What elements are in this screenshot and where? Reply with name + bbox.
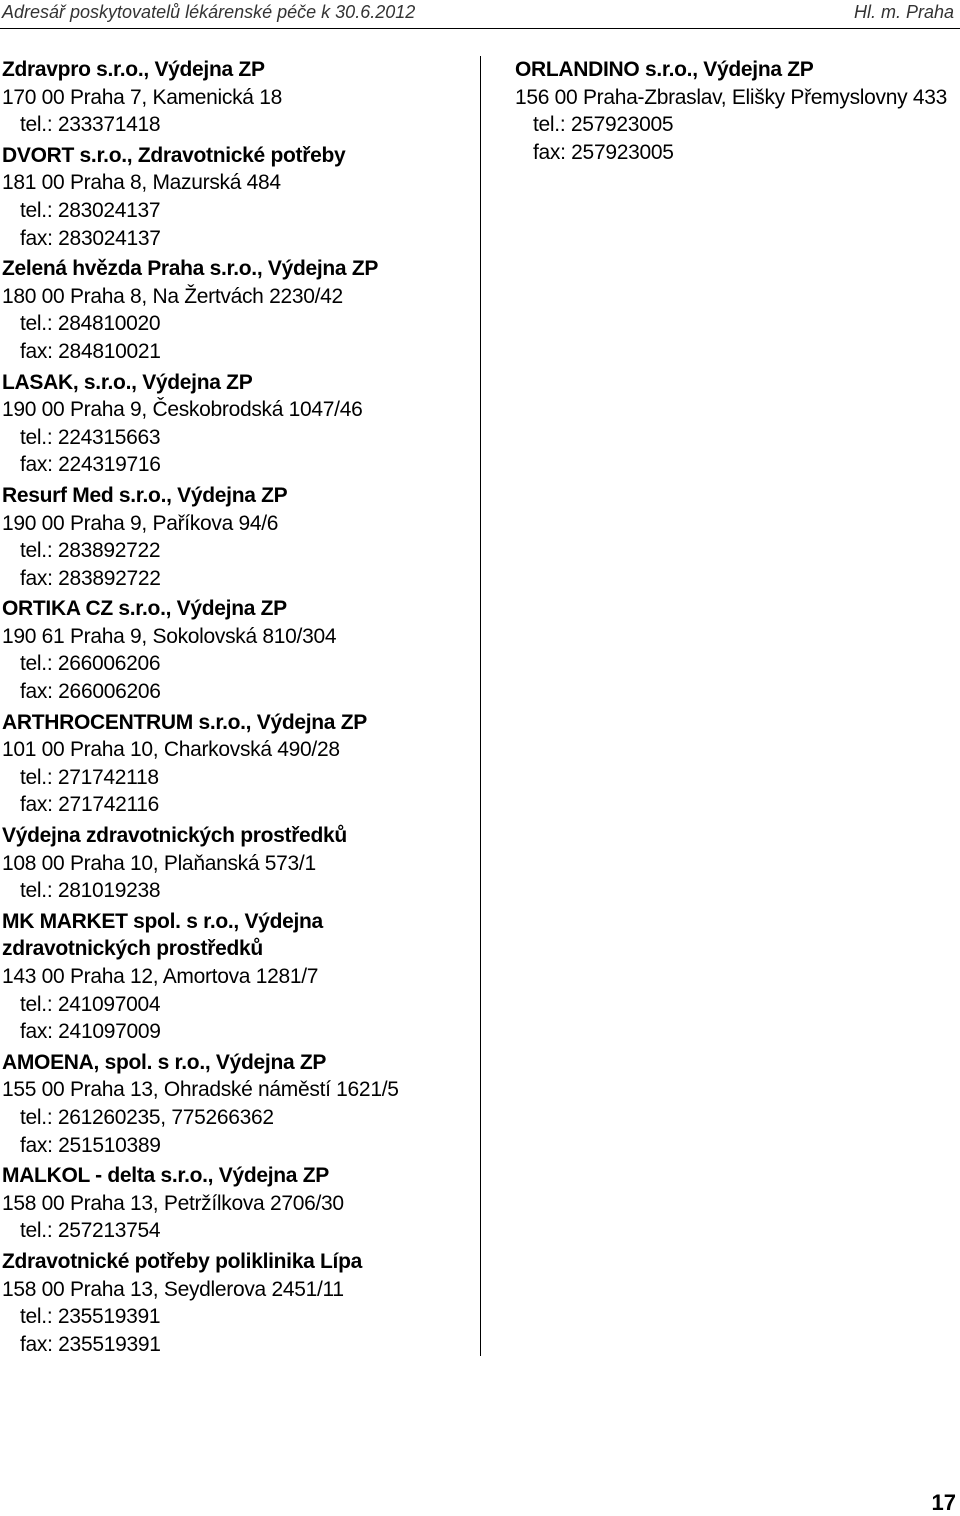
provider-detail-line: fax: 284810021	[20, 339, 161, 363]
provider-detail-line: 156 00 Praha-Zbraslav, Elišky Přemyslovny 433	[515, 85, 947, 109]
provider-detail-line: tel.: 271742118	[20, 765, 159, 789]
provider-detail-line: tel.: 284810020	[20, 312, 161, 336]
provider-name: MK MARKET spol. s r.o., Výdejna zdravotnických prostředků	[2, 909, 323, 961]
provider-detail-line: fax: 224319716	[20, 453, 161, 477]
left-column	[2, 56, 472, 1361]
provider-entry	[2, 1162, 472, 1245]
provider-detail-line: fax: 283024137	[20, 226, 161, 250]
provider-detail-line: 101 00 Praha 10, Charkovská 490/28	[2, 738, 340, 762]
provider-entry	[2, 1049, 472, 1159]
provider-detail-line: fax: 266006206	[20, 680, 161, 704]
provider-entry	[2, 56, 472, 139]
provider-detail-line: tel.: 235519391	[20, 1305, 161, 1329]
provider-detail-line: tel.: 233371418	[20, 113, 161, 137]
provider-entry	[2, 709, 472, 819]
provider-detail-line: fax: 241097009	[20, 1020, 161, 1044]
provider-detail-line: 155 00 Praha 13, Ohradské náměstí 1621/5	[2, 1078, 399, 1102]
provider-detail-line: 180 00 Praha 8, Na Žertvách 2230/42	[2, 284, 343, 308]
provider-entry	[2, 482, 472, 592]
provider-name: AMOENA, spol. s r.o., Výdejna ZP	[2, 1050, 327, 1074]
provider-entry	[2, 255, 472, 365]
provider-name: ORLANDINO s.r.o., Výdejna ZP	[515, 58, 814, 81]
provider-detail-line: 170 00 Praha 7, Kamenická 18	[2, 85, 282, 109]
provider-detail-line: 158 00 Praha 13, Petržílkova 2706/30	[2, 1191, 344, 1215]
provider-detail-line: 181 00 Praha 8, Mazurská 484	[2, 171, 281, 195]
provider-entry	[2, 1248, 472, 1358]
provider-name: DVORT s.r.o., Zdravotnické potřeby	[2, 143, 346, 167]
provider-detail-line: 108 00 Praha 10, Plaňanská 573/1	[2, 851, 316, 875]
provider-name: Zelená hvězda Praha s.r.o., Výdejna ZP	[2, 257, 379, 281]
provider-detail-line: 190 00 Praha 9, Paříkova 94/6	[2, 511, 279, 535]
provider-name: MALKOL - delta s.r.o., Výdejna ZP	[2, 1164, 329, 1188]
provider-entry	[2, 822, 472, 905]
page-header	[0, 0, 960, 29]
provider-detail-line: fax: 257923005	[533, 140, 674, 164]
provider-entry	[515, 56, 955, 166]
provider-name: Výdejna zdravotnických prostředků	[2, 824, 347, 848]
provider-entry	[2, 908, 472, 1046]
provider-detail-line: tel.: 257923005	[533, 113, 674, 137]
provider-detail-line: tel.: 283024137	[20, 198, 161, 222]
provider-detail-line: fax: 235519391	[20, 1332, 161, 1356]
provider-detail-line: 143 00 Praha 12, Amortova 1281/7	[2, 965, 319, 988]
provider-detail-line: tel.: 241097004	[20, 992, 161, 1016]
provider-name: ORTIKA CZ s.r.o., Výdejna ZP	[2, 597, 287, 621]
provider-detail-line: tel.: 261260235, 775266362	[20, 1105, 274, 1129]
provider-entry	[2, 369, 472, 479]
provider-detail-line: tel.: 283892722	[20, 539, 161, 563]
provider-name: Zdravotnické potřeby poliklinika Lípa	[2, 1249, 362, 1273]
provider-name: Zdravpro s.r.o., Výdejna ZP	[2, 58, 265, 81]
page-number: 17	[931, 1490, 956, 1515]
provider-detail-line: tel.: 224315663	[20, 425, 161, 449]
right-column	[515, 56, 955, 169]
provider-detail-line: tel.: 281019238	[20, 879, 161, 903]
provider-detail-line: tel.: 266006206	[20, 652, 161, 676]
provider-detail-line: 190 00 Praha 9, Českobrodská 1047/46	[2, 398, 363, 422]
provider-name: LASAK, s.r.o., Výdejna ZP	[2, 370, 253, 394]
provider-detail-line: 190 61 Praha 9, Sokolovská 810/304	[2, 624, 337, 648]
provider-name: Resurf Med s.r.o., Výdejna ZP	[2, 483, 288, 507]
column-divider	[480, 56, 481, 1356]
document-title: Adresář poskytovatelů lékárenské péče k 30.6.2012	[2, 2, 416, 22]
provider-detail-line: fax: 271742116	[20, 793, 160, 817]
provider-detail-line: fax: 251510389	[20, 1133, 161, 1157]
provider-name: ARTHROCENTRUM s.r.o., Výdejna ZP	[2, 710, 367, 734]
provider-entry	[2, 595, 472, 705]
provider-detail-line: 158 00 Praha 13, Seydlerova 2451/11	[2, 1277, 344, 1301]
region-label: Hl. m. Praha	[853, 2, 954, 22]
provider-detail-line: fax: 283892722	[20, 566, 161, 590]
provider-entry	[2, 142, 472, 252]
provider-detail-line: tel.: 257213754	[20, 1219, 161, 1243]
